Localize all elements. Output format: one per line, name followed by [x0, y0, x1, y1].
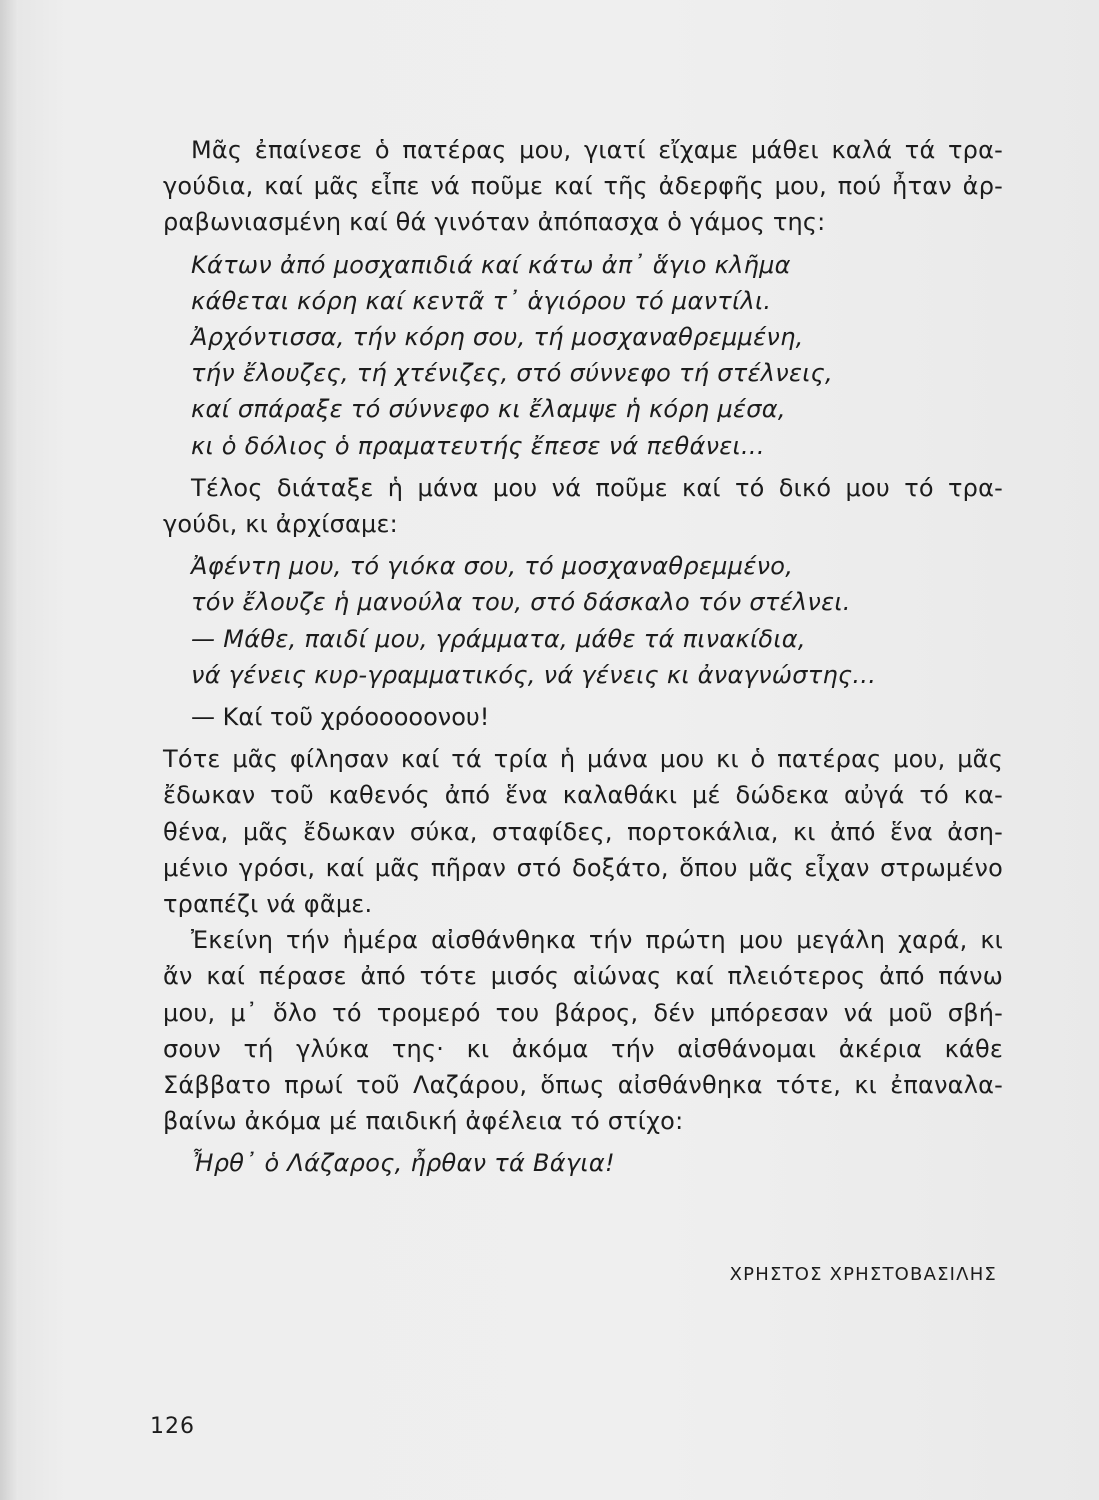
text-line: γούδι, κι ἀρχίσαμε:: [163, 510, 398, 539]
paragraph-4: [163, 922, 1003, 1139]
verse-1: [191, 247, 1003, 464]
author-signature: ΧΡΗΣΤΟΣ ΧΡΗΣΤΟΒΑΣΙΛΗΣ: [729, 1264, 997, 1285]
verse-line: κι ὁ δόλιος ὁ πραματευτής ἔπεσε νά πεθάνει...: [191, 431, 765, 460]
text-line: Ἐκείνη τήν ἡμέρα αἰσθάνθηκα τήν πρώτη μου μεγάλη χαρά, κι: [191, 926, 1003, 955]
verse-line: νά γένεις κυρ-γραμματικός, νά γένεις κι ἀναγνώστης...: [191, 660, 877, 689]
paragraph-1: [163, 132, 1003, 241]
text-line: Μᾶς ἐπαίνεσε ὁ πατέρας μου, γιατί εἴχαμε μάθει καλά τά τρα-: [191, 136, 1003, 164]
verse-line: τήν ἔλουζες, τή χτένιζες, στό σύννεφο τή στέλνεις,: [191, 359, 833, 388]
text-line: βαίνω ἀκόμα μέ παιδική ἀφέλεια τό στίχο:: [163, 1107, 684, 1136]
text-line: σουν τή γλύκα της· κι ἀκόμα τήν αἰσθάνομαι ἀκέρια κάθε: [163, 1034, 1003, 1063]
text-line: γούδια, καί μᾶς εἶπε νά ποῦμε καί τῆς ἀδερφῆς μου, πού ἦταν ἀρ-: [163, 172, 1003, 201]
verse-line: Ἀφέντη μου, τό γιόκα σου, τό μοσχαναθρεμμένο,: [191, 552, 794, 581]
verse-line: Ἀρχόντισσα, τήν κόρη σου, τή μοσχαναθρεμμένη,: [191, 323, 804, 352]
text-line: Σάββατο πρωί τοῦ Λαζάρου, ὅπως αἰσθάνθηκα τότε, κι ἐπαναλα-: [163, 1071, 1003, 1100]
paragraph-3: [163, 741, 1003, 922]
verse-line: Κάτων ἀπό μοσχαπιδιά καί κάτω ἀπ᾽ ἅγιο κλῆμα: [191, 250, 791, 279]
verse-2: [191, 548, 1003, 693]
text-line: θένα, μᾶς ἔδωκαν σύκα, σταφίδες, πορτοκάλια, κι ἀπό ἕνα ἀση-: [163, 817, 1003, 846]
text-line: μου, μ᾽ ὅλο τό τρομερό του βάρος, δέν μπόρεσαν νά μοῦ σβή-: [163, 998, 1003, 1027]
verse-line: κάθεται κόρη καί κεντᾶ τ᾽ ἁγιόρου τό μαντίλι.: [191, 286, 772, 315]
verse-line: καί σπάραξε τό σύννεφο κι ἔλαμψε ἡ κόρη μέσα,: [191, 395, 786, 424]
page-number: 126: [150, 1414, 195, 1439]
verse-3: [191, 1145, 1003, 1181]
text-line: μένιο γρόσι, καί μᾶς πῆραν στό δοξάτο, ὅπου μᾶς εἶχαν στρωμένο: [163, 853, 1003, 882]
text-line: ραβωνιασμένη καί θά γινόταν ἀπόπασχα ὁ γάμος της:: [163, 208, 826, 237]
text-line: ἔδωκαν τοῦ καθενός ἀπό ἕνα καλαθάκι μέ δώδεκα αὐγά τό κα-: [163, 781, 1003, 810]
verse-line: Ἦρθ᾽ ὁ Λάζαρος, ἦρθαν τά Βάγια!: [191, 1149, 615, 1178]
text-line: ἄν καί πέρασε ἀπό τότε μισός αἰώνας καί πλειότερος ἀπό πάνω: [163, 962, 1003, 991]
verse-line: τόν ἔλουζε ἡ μανούλα του, στό δάσκαλο τόν στέλνει.: [191, 588, 851, 617]
text-line: Τότε μᾶς φίλησαν καί τά τρία ἡ μάνα μου κι ὁ πατέρας μου, μᾶς: [163, 745, 1003, 774]
verse-line: — Μάθε, παιδί μου, γράμματα, μάθε τά πινακίδια,: [191, 624, 806, 653]
dialog-line: — Καί τοῦ χρόοοοοονου!: [191, 703, 490, 732]
page-body: [163, 132, 1003, 1182]
text-line: τραπέζι νά φᾶμε.: [163, 890, 373, 919]
paragraph-2: [163, 470, 1003, 542]
text-line: Τέλος διάταξε ἡ μάνα μου νά ποῦμε καί τό δικό μου τό τρα-: [191, 473, 1003, 502]
page-spine-shadow: [0, 0, 18, 1500]
